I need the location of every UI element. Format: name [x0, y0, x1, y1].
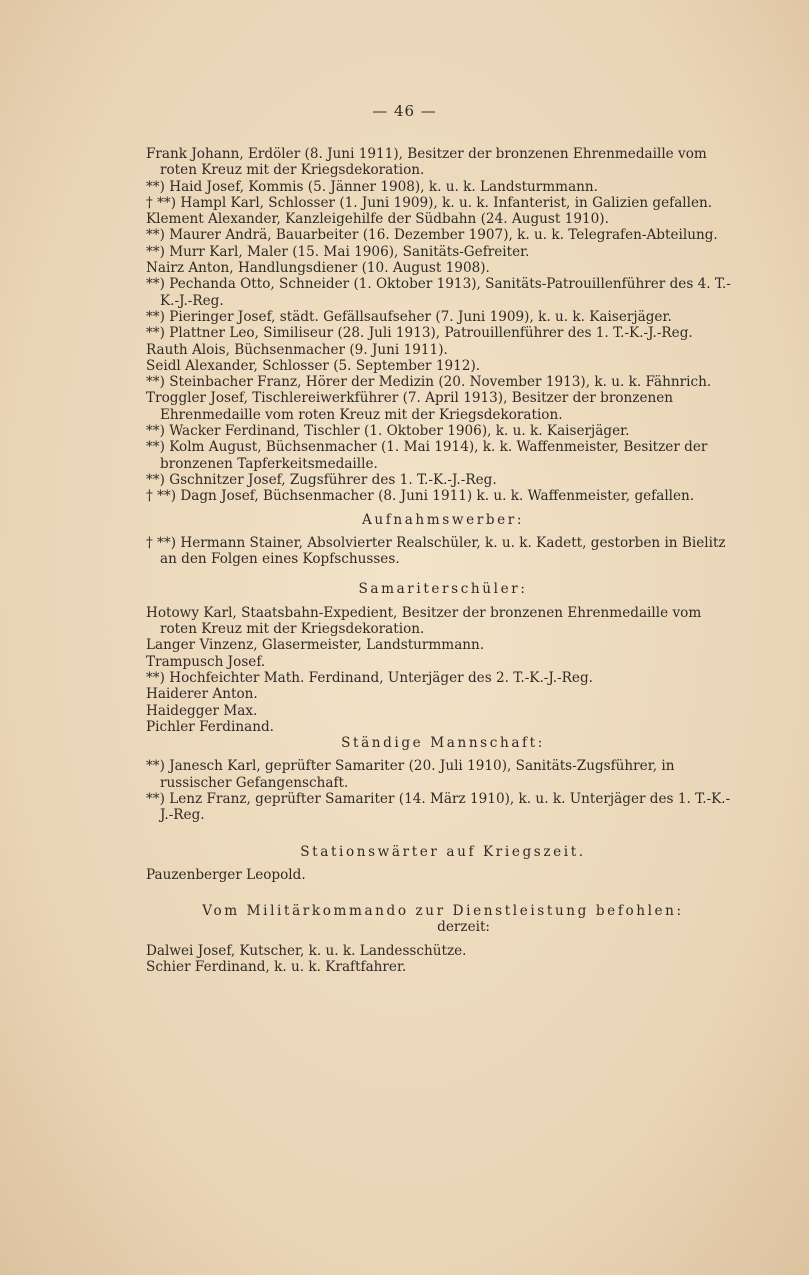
block-members — [146, 146, 740, 505]
section-heading-militaerkommando: Vom Militärkommando zur Dienstleistung befohlen: — [202, 903, 684, 920]
list-item: **) Lenz Franz, geprüfter Samariter (14. März 1910), k. u. k. Unterjäger des 1. T.-K.-J.-Reg. — [146, 790, 731, 824]
list-item: **) Gschnitzer Josef, Zugsführer des 1. T.-K.-J.-Reg. — [146, 471, 497, 488]
section-heading-aufnahmswerber: Aufnahmswerber: — [361, 511, 525, 528]
list-item: **) Janesch Karl, geprüfter Samariter (20. Juli 1910), Sanitäts-Zugsführer, in russischer Gefangenschaft. — [146, 758, 675, 791]
section-subheading-derzeit: derzeit: — [437, 919, 490, 936]
list-item: Langer Vinzenz, Glasermeister, Landsturmmann. — [146, 637, 485, 654]
list-item: **) Haid Josef, Kommis (5. Jänner 1908), k. u. k. Landsturmmann. — [146, 178, 599, 195]
list-item: Pichler Ferdinand. — [146, 718, 274, 735]
list-item: **) Maurer Andrä, Bauarbeiter (16. Dezember 1907), k. u. k. Telegrafen-Abteilung. — [146, 227, 718, 244]
page-number: — 46 — — [372, 102, 437, 120]
list-item: Seidl Alexander, Schlosser (5. September 1912). — [146, 357, 481, 374]
list-item: Haiderer Anton. — [146, 686, 258, 703]
list-item: Dalwei Josef, Kutscher, k. u. k. Landesschütze. — [146, 942, 467, 959]
list-item: Rauth Alois, Büchsenmacher (9. Juni 1911). — [146, 341, 448, 358]
section-heading-stationswaerter: Stationswärter auf Kriegszeit. — [300, 843, 586, 860]
list-item: Pauzenberger Leopold. — [146, 866, 306, 883]
list-item: Hotowy Karl, Staatsbahn-Expedient, Besitzer der bronzenen Ehrenmedaille vom roten Kreuz mit der Kriegsdekoration. — [146, 604, 702, 638]
list-item: Frank Johann, Erdöler (8. Juni 1911), Besitzer der bronzenen Ehrenmedaille vom roten Kreuz mit der Kriegsdekoration. — [146, 146, 707, 179]
list-item: Trampusch Josef. — [146, 653, 266, 670]
section-heading-mannschaft: Ständige Mannschaft: — [341, 735, 545, 752]
list-item: **) Hochfeichter Math. Ferdinand, Unterjäger des 2. T.-K.-J.-Reg. — [146, 669, 593, 686]
section-heading-samariterschueler: Samariterschüler: — [358, 581, 528, 598]
list-item: † **) Hermann Stainer, Absolvierter Realschüler, k. u. k. Kadett, gestorben in Bielitz an den Folgen eines Kopfschusses. — [146, 534, 726, 568]
list-item: † **) Hampl Karl, Schlosser (1. Juni 1909), k. u. k. Infanterist, in Galizien gefallen. — [146, 194, 713, 211]
list-item: Haidegger Max. — [146, 702, 258, 719]
list-item: Schier Ferdinand, k. u. k. Kraftfahrer. — [146, 959, 407, 976]
list-item: **) Murr Karl, Maler (15. Mai 1906), Sanitäts-Gefreiter. — [146, 243, 530, 260]
list-item: **) Wacker Ferdinand, Tischler (1. Oktober 1906), k. u. k. Kaiserjäger. — [146, 423, 630, 440]
list-item: **) Plattner Leo, Similiseur (28. Juli 1913), Patrouillenführer des 1. T.-K.-J.-Reg. — [146, 325, 693, 342]
list-item: **) Kolm August, Büchsenmacher (1. Mai 1914), k. k. Waffenmeister, Besitzer der bronzenen Tapferkeitsmedaille. — [146, 439, 708, 472]
list-item: **) Steinbacher Franz, Hörer der Medizin (20. November 1913), k. u. k. Fähnrich. — [146, 374, 712, 391]
list-item: † **) Dagn Josef, Büchsenmacher (8. Juni 1911) k. u. k. Waffenmeister, gefallen. — [146, 488, 695, 505]
list-item: Nairz Anton, Handlungsdiener (10. August 1908). — [146, 260, 490, 277]
member-list — [146, 146, 740, 975]
list-item: **) Pechanda Otto, Schneider (1. Oktober 1913), Sanitäts-Patrouillenführer des 4. T.-K.-J.-Reg. — [146, 276, 731, 309]
list-item: **) Pieringer Josef, städt. Gefällsaufseher (7. Juni 1909), k. u. k. Kaiserjäger. — [146, 308, 672, 325]
list-item: Troggler Josef, Tischlereiwerkführer (7. April 1913), Besitzer der bronzenen Ehrenmedaille vom roten Kreuz mit der Kriegsdekoration. — [146, 390, 674, 423]
list-item: Klement Alexander, Kanzleigehilfe der Südbahn (24. August 1910). — [146, 211, 609, 228]
